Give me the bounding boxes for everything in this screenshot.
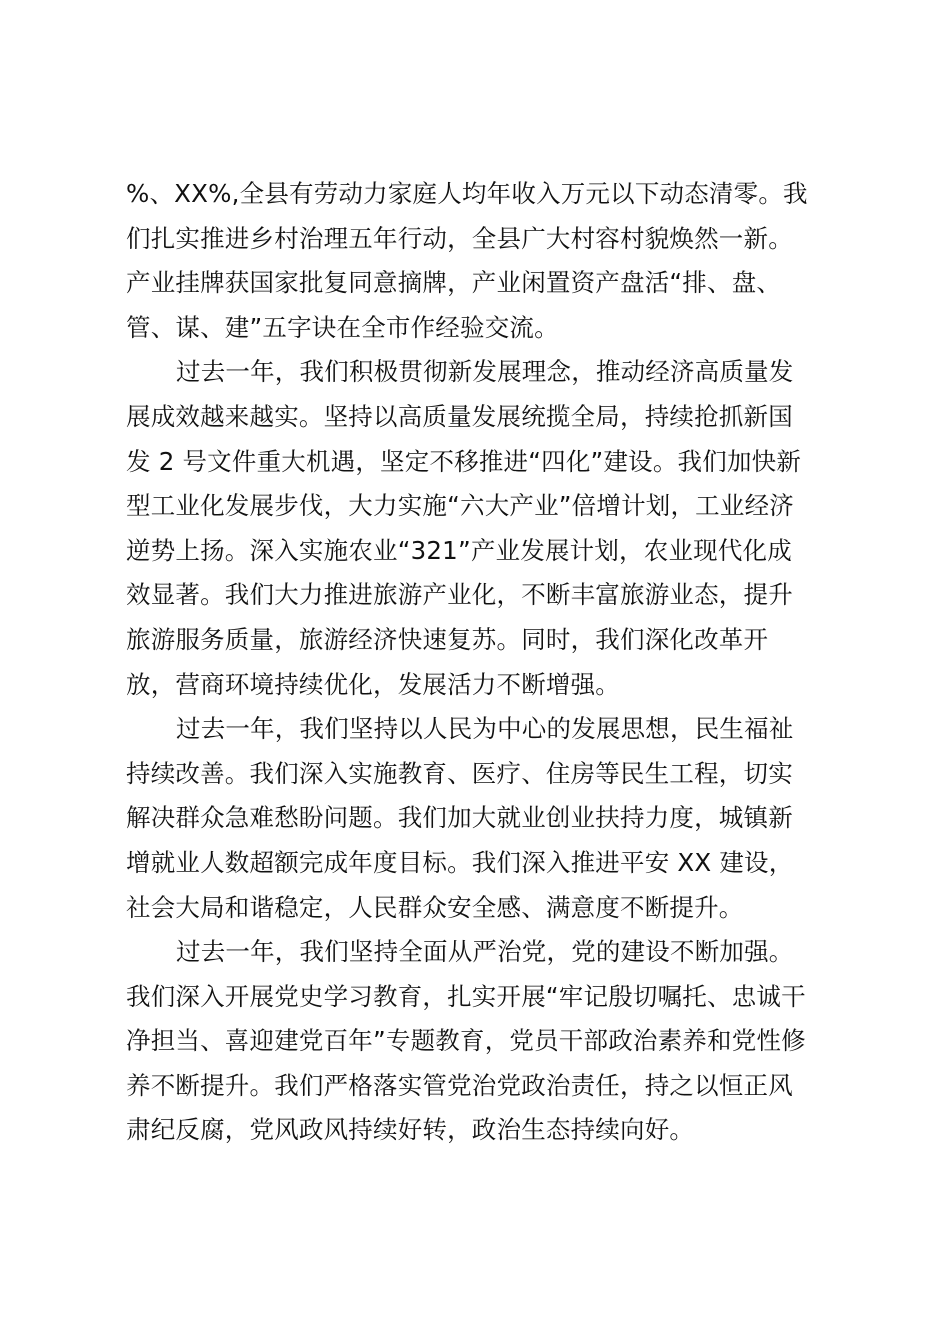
text-line: 增就业人数超额完成年度目标。我们深入推进平安 XX 建设， bbox=[126, 847, 794, 877]
text-line: 管、谋、建”五字诀在全市作经验交流。 bbox=[126, 312, 559, 342]
body-text bbox=[126, 172, 836, 1153]
text-line: 效显著。我们大力推进旅游产业化，不断丰富旅游业态，提升 bbox=[126, 580, 793, 610]
text-line: 展成效越来越实。坚持以高质量发展统揽全局，持续抢抓新国 bbox=[126, 401, 793, 431]
text-line: 我们深入开展党史学习教育，扎实开展“牢记殷切嘱托、忠诚干 bbox=[126, 981, 806, 1011]
paragraph-first-line: 过去一年，我们积极贯彻新发展理念，推动经济高质量发 bbox=[176, 357, 794, 387]
text-line: 逆势上扬。深入实施农业“321”产业发展计划，农业现代化成 bbox=[126, 535, 792, 565]
text-line: 放，营商环境持续优化，发展活力不断增强。 bbox=[126, 669, 620, 699]
paragraph-first-line: 过去一年，我们坚持全面从严治党，党的建设不断加强。 bbox=[176, 937, 794, 967]
text-line: 解决群众急难愁盼问题。我们加大就业创业扶持力度，城镇新 bbox=[126, 803, 793, 833]
text-line: %、XX%,全县有劳动力家庭人均年收入万元以下动态清零。我 bbox=[126, 179, 808, 208]
text-line: 旅游服务质量，旅游经济快速复苏。同时，我们深化改革开 bbox=[126, 624, 769, 654]
text-line: 发 2 号文件重大机遇，坚定不移推进“四化”建设。我们加快新 bbox=[126, 446, 802, 476]
text-line: 净担当、喜迎建党百年”专题教育，党员干部政治素养和党性修 bbox=[126, 1026, 806, 1056]
text-line: 肃纪反腐，党风政风持续好转，政治生态持续向好。 bbox=[126, 1115, 695, 1145]
text-line: 产业挂牌获国家批复同意摘牌，产业闲置资产盘活“排、盘、 bbox=[126, 268, 782, 298]
text-line: 持续改善。我们深入实施教育、医疗、住房等民生工程，切实 bbox=[126, 758, 793, 788]
text-line: 型工业化发展步伐，大力实施“六大产业”倍增计划，工业经济 bbox=[126, 491, 794, 521]
text-line: 们扎实推进乡村治理五年行动，全县广大村容村貌焕然一新。 bbox=[126, 223, 793, 253]
paragraph-first-line: 过去一年，我们坚持以人民为中心的发展思想，民生福祉 bbox=[176, 714, 794, 744]
text-line: 养不断提升。我们严格落实管党治党政治责任，持之以恒正风 bbox=[126, 1070, 793, 1100]
text-line: 社会大局和谐稳定，人民群众安全感、满意度不断提升。 bbox=[126, 892, 744, 922]
